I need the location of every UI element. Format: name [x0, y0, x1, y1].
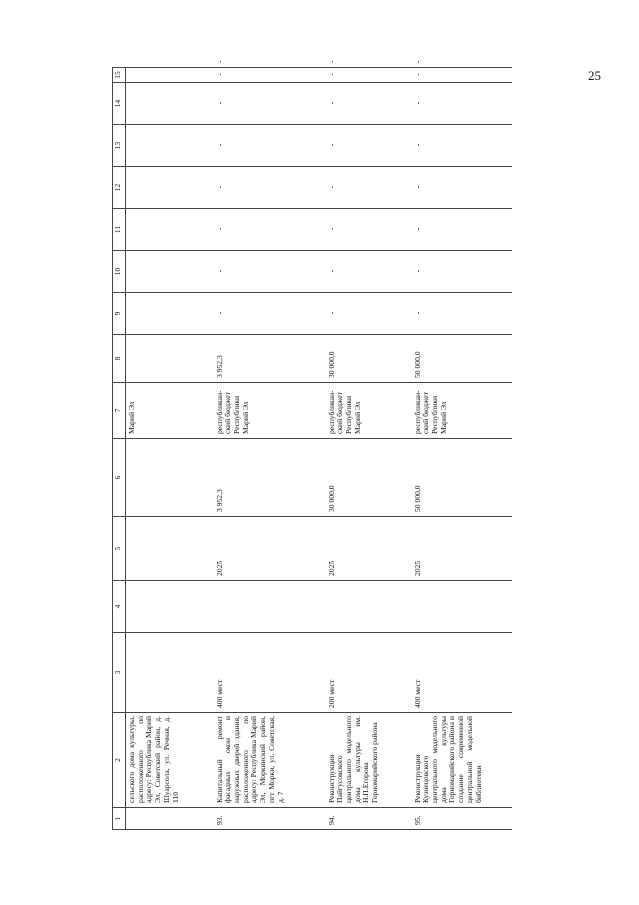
- capacity: 400 мест: [214, 633, 326, 713]
- row-number: [126, 808, 214, 830]
- column-number-row: [113, 68, 126, 830]
- amount-col-14: -: [412, 68, 512, 83]
- amount-col-12: -: [214, 125, 326, 167]
- amount-col-11: -: [214, 167, 326, 209]
- amount-col-12: -: [326, 125, 412, 167]
- column-number: 14: [113, 83, 126, 125]
- col-4: [326, 581, 412, 633]
- amount-col-7: 3 952,3: [214, 335, 326, 383]
- row-number: 93.: [214, 808, 326, 830]
- funding-source: республикан-ский бюджет Республики Марий Эл: [326, 383, 412, 439]
- column-number: 9: [113, 293, 126, 335]
- object-name: Реконструкция Пайгусовского центрального модельного дома культуры им. Н.П.Егорова Горномарийского района: [326, 713, 412, 808]
- amount-col-9: -: [326, 251, 412, 293]
- amount-col-8: -: [412, 293, 512, 335]
- total-amount: 50 000,0: [412, 439, 512, 517]
- amount-col-7: 30 000,0: [326, 335, 412, 383]
- column-number: 4: [113, 581, 126, 633]
- funding-source: республикан-ский бюджет Республики Марий Эл: [412, 383, 512, 439]
- total-amount: 30 000,0: [326, 439, 412, 517]
- amount-col-8: [126, 293, 214, 335]
- amount-col-14: -: [326, 68, 412, 83]
- column-number: 15: [113, 68, 126, 83]
- rotated-document-sheet: [112, 60, 520, 830]
- column-number: 3: [113, 633, 126, 713]
- amount-col-10: -: [214, 209, 326, 251]
- col-4: [412, 581, 512, 633]
- object-name: Реконструкция Кузнецовского центрального модельного дома культуры Горномарийского района и создание современной центральной модельной библиотеки: [412, 713, 512, 808]
- amount-col-9: -: [412, 251, 512, 293]
- amount-col-7: 50 000,0: [412, 335, 512, 383]
- col-4: [214, 581, 326, 633]
- amount-col-14: [126, 68, 214, 83]
- year: 2025: [214, 517, 326, 581]
- amount-col-10: -: [412, 209, 512, 251]
- capacity: 200 мест: [326, 633, 412, 713]
- column-number: 12: [113, 167, 126, 209]
- table-row: 95. Реконструкция Кузнецовского центрального модельного дома культуры Горномарийского района и создание современной центральной модельной библиотеки 400 мест 2025 50 000,0 республикан-ский бюджет Республики Марий Эл 50 000,0 - - - - - - - -: [412, 68, 512, 830]
- amount-col-14: -: [214, 68, 326, 83]
- amount-col-7: [126, 335, 214, 383]
- amount-col-9: -: [214, 251, 326, 293]
- amount-col-10: [126, 209, 214, 251]
- amount-col-10: -: [326, 209, 412, 251]
- column-number: 10: [113, 251, 126, 293]
- column-number: 8: [113, 335, 126, 383]
- investment-table: [112, 60, 512, 830]
- column-number: 5: [113, 517, 126, 581]
- table-row: [126, 68, 214, 830]
- amount-col-11: -: [326, 167, 412, 209]
- amount-col-9: [126, 251, 214, 293]
- amount-col-12: -: [412, 125, 512, 167]
- row-number: 95.: [412, 808, 512, 830]
- amount-col-8: -: [326, 293, 412, 335]
- amount-col-13: -: [214, 83, 326, 125]
- amount-col-13: [126, 83, 214, 125]
- column-number: 2: [113, 713, 126, 808]
- column-number: 11: [113, 209, 126, 251]
- column-number: 13: [113, 125, 126, 167]
- table-row: 94. Реконструкция Пайгусовского центрального модельного дома культуры им. Н.П.Егорова Горномарийского района 200 мест 2025 30 000,0 республикан-ский бюджет Республики Марий Эл 30 000,0 - - - - - - - -: [326, 68, 412, 830]
- amount-col-13: -: [326, 83, 412, 125]
- year: 2025: [326, 517, 412, 581]
- capacity: 400 мест: [412, 633, 512, 713]
- funding-source: Марий Эл: [126, 383, 214, 439]
- page-number: 25: [588, 68, 601, 83]
- amount-col-13: -: [412, 83, 512, 125]
- object-name: Капитальный ремонт фасадных окон и наружных дверей здания, расположенного по адресу: Республика Марий Эл, Моркинский район, пгт Морки, ул. Советская, д. 7: [214, 713, 326, 808]
- amount-col-11: -: [412, 167, 512, 209]
- total-amount: [126, 439, 214, 517]
- amount-col-11: [126, 167, 214, 209]
- funding-source: республикан-ский бюджет Республики Марий Эл: [214, 383, 326, 439]
- year: [126, 517, 214, 581]
- row-number: 94.: [326, 808, 412, 830]
- total-amount: 3 952,3: [214, 439, 326, 517]
- year: 2025: [412, 517, 512, 581]
- capacity: [126, 633, 214, 713]
- table-row: 93. Капитальный ремонт фасадных окон и наружных дверей здания, расположенного по адресу: Республика Марий Эл, Моркинский район, пгт Морки, ул. Советская, д. 7 400 мест 2025 3 952,3 республикан-ский бюджет Республики Марий Эл 3 952,3 - - - - - - - -: [214, 68, 326, 830]
- col-4: [126, 581, 214, 633]
- column-number: 6: [113, 439, 126, 517]
- amount-col-8: -: [214, 293, 326, 335]
- column-number: 7: [113, 383, 126, 439]
- object-name: сельского дома культуры, расположенного по адресу: Республика Марий Эл, Советский район, д. Шуарсола, ул. Речная, д. 110: [126, 713, 214, 808]
- column-number: 1: [113, 808, 126, 830]
- amount-col-12: [126, 125, 214, 167]
